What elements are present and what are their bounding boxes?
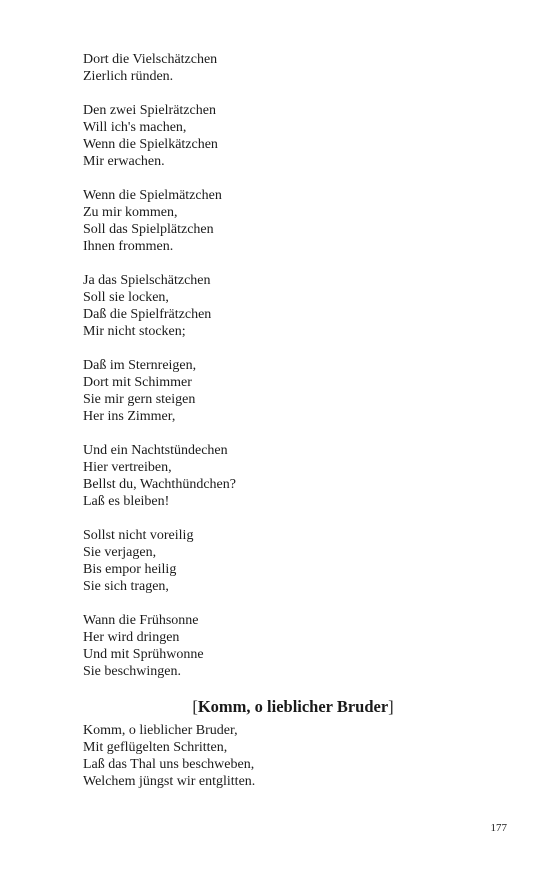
page-number: 177 xyxy=(490,822,507,834)
verse-line: Wenn die Spielmätzchen xyxy=(83,188,222,203)
verse-line: Laß es bleiben! xyxy=(83,494,170,509)
verse-line: Und ein Nachtstündechen xyxy=(83,443,228,458)
verse-line: Dort mit Schimmer xyxy=(83,375,192,390)
verse-line: Daß die Spielfrätzchen xyxy=(83,307,212,322)
verse-line: Den zwei Spielrätzchen xyxy=(83,103,216,118)
stanza xyxy=(83,272,483,340)
verse-line: Ihnen frommen. xyxy=(83,239,174,254)
verse-line: Zu mir kommen, xyxy=(83,205,178,220)
title-bracket-close: ] xyxy=(388,697,394,716)
poem-title xyxy=(83,696,503,718)
verse-line: Wann die Frühsonne xyxy=(83,613,199,628)
verse-line: Welchem jüngst wir entglitten. xyxy=(83,774,256,789)
verse-line: Mit geflügelten Schritten, xyxy=(83,740,228,755)
verse-line: Mir nicht stocken; xyxy=(83,324,186,339)
title-bracket-open: [ xyxy=(192,697,198,716)
verse-line: Soll sie locken, xyxy=(83,290,169,305)
verse-line: Will ich's machen, xyxy=(83,120,187,135)
verse-line: Sie sich tragen, xyxy=(83,579,169,594)
stanza xyxy=(83,442,483,510)
verse-line: Komm, o lieblicher Bruder, xyxy=(83,723,238,738)
verse-line: Daß im Sternreigen, xyxy=(83,358,197,373)
stanza xyxy=(83,612,483,680)
verse-line: Soll das Spielplätzchen xyxy=(83,222,214,237)
poem-continuation xyxy=(83,51,483,697)
poem-body xyxy=(83,722,483,790)
stanza xyxy=(83,357,483,425)
verse-line: Zierlich ründen. xyxy=(83,69,174,84)
verse-line: Her wird dringen xyxy=(83,630,180,645)
verse-line: Sie verjagen, xyxy=(83,545,157,560)
stanza xyxy=(83,102,483,170)
verse-line: Und mit Sprühwonne xyxy=(83,647,204,662)
verse-line: Dort die Vielschätzchen xyxy=(83,52,218,67)
verse-line: Her ins Zimmer, xyxy=(83,409,176,424)
title-text: Komm, o lieblicher Bruder xyxy=(197,697,389,716)
verse-line: Hier vertreiben, xyxy=(83,460,172,475)
stanza xyxy=(83,187,483,255)
verse-line: Bellst du, Wachthündchen? xyxy=(83,477,236,492)
verse-line: Ja das Spielschätzchen xyxy=(83,273,211,288)
stanza xyxy=(83,51,483,85)
verse-line: Bis empor heilig xyxy=(83,562,177,577)
verse-line: Sie beschwingen. xyxy=(83,664,181,679)
verse-line: Wenn die Spielkätzchen xyxy=(83,137,218,152)
verse-line: Mir erwachen. xyxy=(83,154,165,169)
verse-line: Sie mir gern steigen xyxy=(83,392,196,407)
stanza xyxy=(83,527,483,595)
verse-line: Sollst nicht voreilig xyxy=(83,528,194,543)
verse-line: Laß das Thal uns beschweben, xyxy=(83,757,255,772)
